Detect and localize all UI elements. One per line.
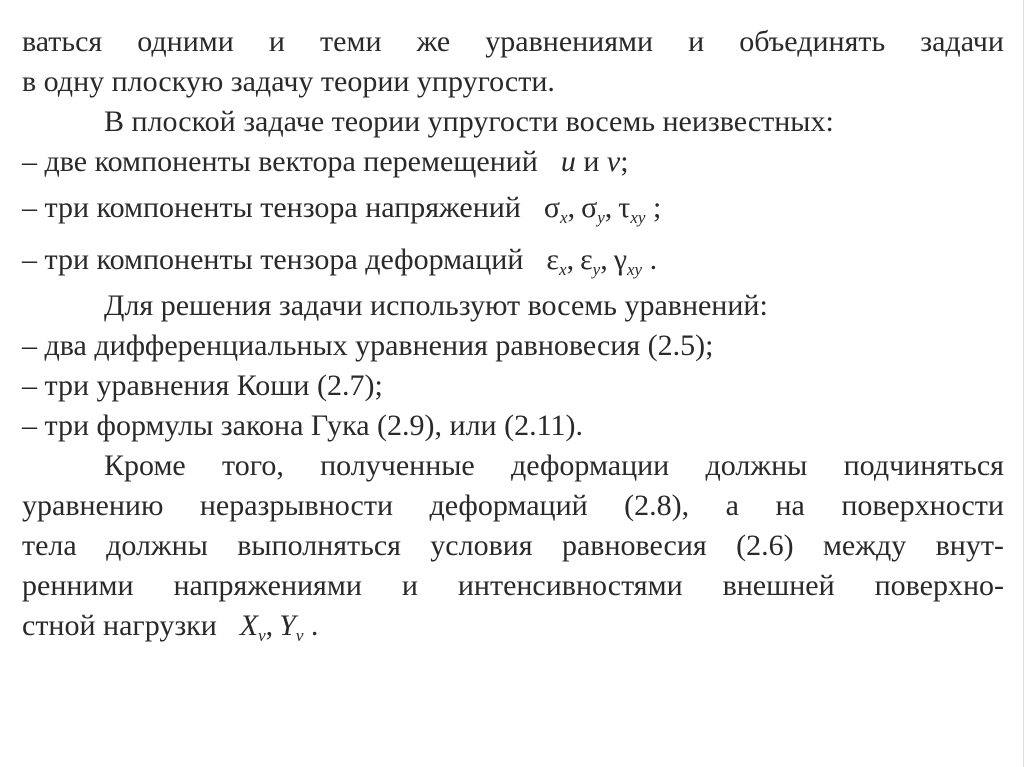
word: одними <box>137 25 234 58</box>
p4-line3 <box>22 526 1004 566</box>
math-separator: . <box>303 609 319 642</box>
var-u: u <box>560 145 576 178</box>
p2-item1-end: ; <box>620 145 629 178</box>
p3-item1: – два дифференциальных уравнения равновесия (2.5); <box>22 329 714 362</box>
p2-item1-text: – две компоненты вектора перемещений <box>22 145 538 178</box>
p2-item3-text: – три компоненты тензора деформаций <box>22 243 524 276</box>
math-separator: , <box>566 243 575 276</box>
word: равновесия <box>561 529 707 562</box>
p2-item2 <box>22 182 1004 234</box>
word: должны <box>705 449 808 482</box>
word: деформаций <box>429 489 588 522</box>
math-symbol: Y <box>279 609 296 642</box>
word: же <box>416 25 451 58</box>
word: и <box>268 25 285 58</box>
math-symbol: γ <box>613 243 627 276</box>
p3-item2: – три уравнения Коши (2.7); <box>22 369 383 402</box>
p2-item1 <box>22 142 1004 182</box>
word: (2.6) <box>736 529 794 562</box>
math-subscript: y <box>592 260 601 279</box>
word: и <box>401 569 418 602</box>
word: и <box>688 25 705 58</box>
word: подчиняться <box>843 449 1004 482</box>
math-separator: , <box>600 243 608 276</box>
word: на <box>775 489 805 522</box>
math-symbol: ε <box>546 243 560 276</box>
math-symbol: X <box>239 609 259 642</box>
p4-line5 <box>22 606 1004 646</box>
p2-item1-and: и <box>583 145 600 178</box>
p4-line2 <box>22 486 1004 526</box>
word: тела <box>22 529 77 562</box>
math-subscript: xy <box>626 260 643 279</box>
word: выполняться <box>237 529 401 562</box>
math-subscript: ν <box>295 626 304 645</box>
p4-line5-text: стной нагрузки <box>22 609 217 642</box>
word: деформации <box>511 449 670 482</box>
math-symbol: σ <box>581 191 598 224</box>
word: ренними <box>22 569 134 602</box>
math-separator: , <box>567 191 576 224</box>
word: объединять <box>739 25 886 58</box>
word: внешней <box>722 569 835 602</box>
word: между <box>822 529 907 562</box>
p2-item2-text: – три компоненты тензора напряжений <box>22 191 521 224</box>
p2-intro: В плоской задаче теории упругости восемь неизвестных: <box>104 105 834 138</box>
math-symbol: ε <box>580 243 593 276</box>
word: ваться <box>22 25 103 58</box>
math-separator: , <box>604 191 613 224</box>
word: задачи <box>920 25 1004 58</box>
math-symbol: σ <box>543 191 561 224</box>
math-subscript: xy <box>630 208 646 227</box>
word: того, <box>222 449 284 482</box>
word: напряжениями <box>173 569 362 602</box>
p1-line1 <box>22 22 1004 62</box>
math-subscript: ν <box>258 626 266 645</box>
document-page <box>22 22 1004 646</box>
p4-line1 <box>22 446 1004 486</box>
word: а <box>725 489 739 522</box>
math-symbol: τ <box>618 191 631 224</box>
p3-item3: – три формулы закона Гука (2.9), или (2.11). <box>22 409 583 442</box>
word: (2.8), <box>624 489 690 522</box>
word: уравнениями <box>485 25 654 58</box>
math-subscript: x <box>559 260 567 279</box>
word: должны <box>106 529 208 562</box>
word: полученные <box>320 449 475 482</box>
surface-load-components <box>239 609 325 645</box>
math-separator: , <box>265 609 274 642</box>
word: поверхно- <box>874 569 1004 602</box>
strain-components <box>546 243 663 279</box>
p2-item3 <box>22 234 1004 286</box>
p3-intro: Для решения задачи используют восемь уравнений: <box>104 289 768 322</box>
p4-line4 <box>22 566 1004 606</box>
word: внут- <box>935 529 1004 562</box>
word: теми <box>320 25 382 58</box>
p1-line2: в одну плоскую задачу теории упругости. <box>22 65 555 98</box>
var-v: v <box>606 145 621 178</box>
word: неразрывности <box>199 489 393 522</box>
word: Кроме <box>104 449 186 482</box>
math-separator: ; <box>645 191 662 224</box>
word: поверхности <box>841 489 1004 522</box>
stress-components <box>543 191 667 227</box>
math-subscript: y <box>597 208 605 227</box>
math-subscript: x <box>560 208 568 227</box>
word: уравнению <box>22 489 164 522</box>
math-separator: . <box>642 243 658 276</box>
word: условия <box>430 529 533 562</box>
word: интенсивностями <box>457 569 683 602</box>
